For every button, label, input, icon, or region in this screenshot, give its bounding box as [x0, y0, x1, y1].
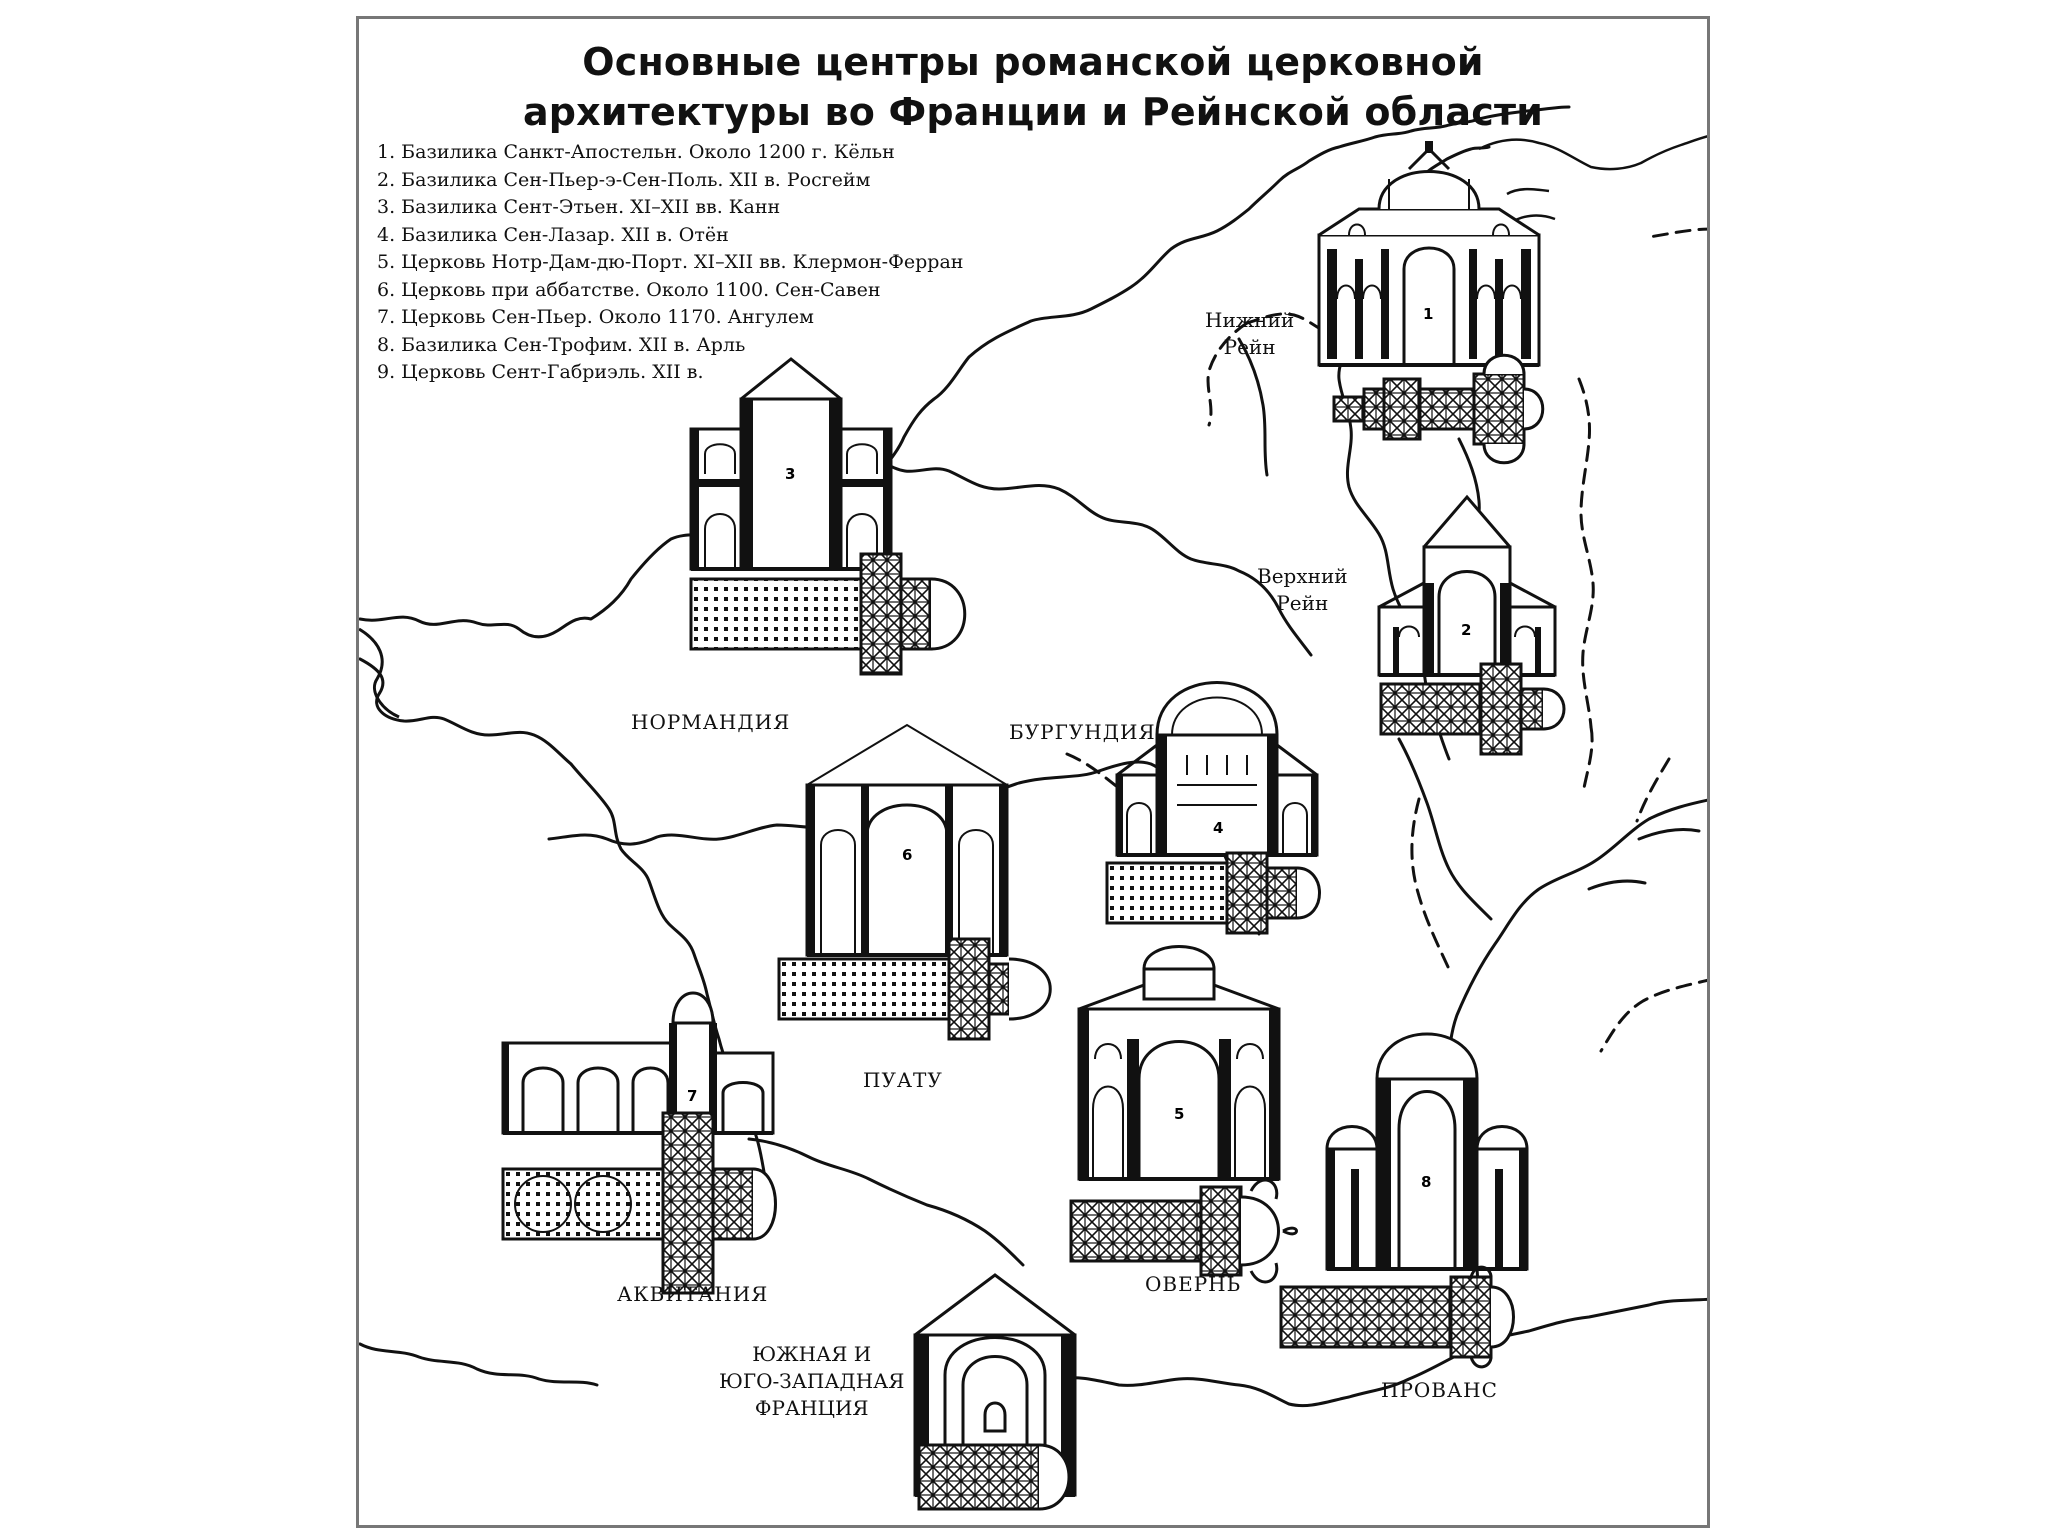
region-provence: ПРОВАНС	[1381, 1378, 1498, 1402]
region-upper-rhine	[1257, 563, 1348, 617]
region-lower-rhine-line-1: Нижний	[1205, 308, 1295, 332]
legend-item: 3. Базилика Сент-Этьен. XI–XII вв. Канн	[377, 196, 781, 218]
church-3-number: 3	[785, 465, 796, 483]
church-8-number: 8	[1421, 1173, 1432, 1191]
region-poitou: ПУАТУ	[863, 1068, 943, 1092]
church-1-elevation	[1319, 141, 1539, 365]
region-lower-rhine-line-2: Рейн	[1223, 335, 1276, 359]
church-2-number: 2	[1461, 621, 1472, 639]
legend-list	[377, 139, 963, 387]
church-8-plan	[1281, 1267, 1514, 1367]
map-title-line-2: архитектуры во Франции и Рейнской области	[522, 90, 1544, 134]
legend-item: 8. Базилика Сен-Трофим. XII в. Арль	[377, 333, 746, 356]
church-7-number: 7	[687, 1087, 698, 1105]
church-8-elevation	[1327, 1034, 1527, 1269]
legend-item: 6. Церковь при аббатстве. Около 1100. Сен-Савен	[377, 278, 881, 301]
legend-item: 7. Церковь Сен-Пьер. Около 1170. Ангулем	[377, 306, 814, 328]
legend-item: 4. Базилика Сен-Лазар. XII в. Отён	[377, 223, 729, 246]
church-3-elevation	[691, 359, 891, 569]
church-3-plan	[691, 554, 965, 674]
church-4-elevation	[1117, 683, 1317, 856]
legend-item: 2. Базилика Сен-Пьер-э-Сен-Поль. XII в. Росгейм	[377, 168, 871, 191]
frisian-coast	[1479, 135, 1710, 224]
church-4-number: 4	[1213, 819, 1224, 837]
map-frame	[356, 16, 1710, 1528]
church-2-elevation	[1379, 497, 1555, 675]
region-upper-rhine-line-2: Рейн	[1276, 591, 1329, 615]
region-lower-rhine	[1205, 307, 1294, 361]
church-6-elevation	[807, 725, 1007, 955]
church-5-elevation	[1079, 947, 1279, 1180]
legend-item: 9. Церковь Сент-Габриэль. XII в.	[377, 361, 704, 383]
church-5-number: 5	[1174, 1105, 1185, 1123]
church-1-plan	[1334, 355, 1543, 463]
church-1-number: 1	[1423, 305, 1434, 323]
church-5-plan	[1071, 1180, 1297, 1282]
church-7-elevation	[503, 993, 773, 1133]
legend-item: 1. Базилика Санкт-Апостельн. Около 1200 г. Кёльн	[377, 141, 895, 163]
church-9-plan	[919, 1445, 1069, 1509]
map-title-line-1: Основные центры романской церковной	[582, 40, 1484, 84]
legend-item: 5. Церковь Нотр-Дам-дю-Порт. XI–XII вв. Клермон-Ферран	[377, 251, 964, 273]
region-burgundy: БУРГУНДИЯ	[1009, 720, 1156, 744]
region-south-southwest-france	[719, 1341, 904, 1422]
region-aquitaine: АКВИТАНИЯ	[617, 1282, 769, 1306]
region-auvergne: ОВЕРНЬ	[1145, 1272, 1242, 1296]
church-2-plan	[1381, 664, 1564, 754]
region-south-line-1: ЮЖНАЯ И	[752, 1342, 872, 1366]
church-6-number: 6	[902, 846, 913, 864]
church-4-plan	[1107, 853, 1320, 933]
region-normandy: НОРМАНДИЯ	[631, 710, 791, 734]
map-title	[359, 37, 1707, 137]
brittany-coast	[359, 629, 399, 717]
region-south-line-3: ФРАНЦИЯ	[754, 1396, 869, 1420]
church-7-plan	[503, 1113, 776, 1293]
region-upper-rhine-line-1: Верхний	[1257, 564, 1348, 588]
region-south-line-2: ЮГО-ЗАПАДНАЯ	[719, 1369, 905, 1393]
